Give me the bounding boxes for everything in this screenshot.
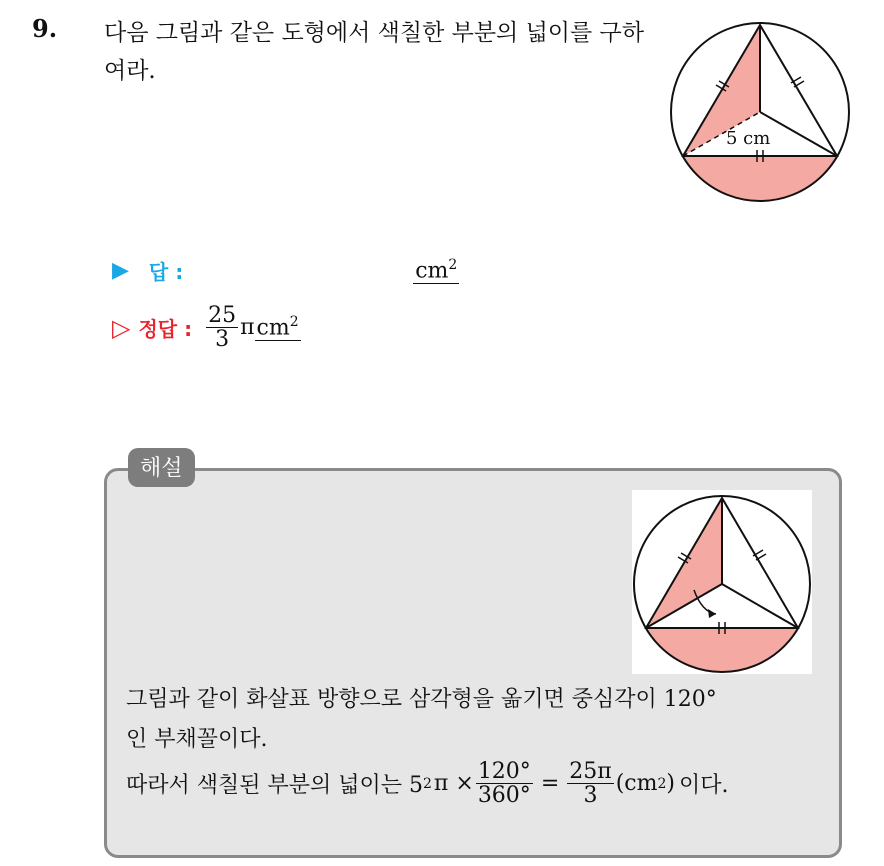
- solution-text: [126, 680, 826, 760]
- question-number: 9.: [32, 14, 58, 43]
- solution-line-2: 인 부채꼴이다.: [126, 727, 268, 752]
- solution-tag: 해설: [128, 448, 195, 487]
- correct-pi: π: [240, 315, 255, 341]
- correct-answer-row: [112, 304, 301, 351]
- radius-label: 5 cm: [726, 128, 771, 149]
- answer-label: 답 :: [148, 260, 184, 284]
- solution-figure: [632, 490, 812, 674]
- correct-fraction: $\frac{25}{3}$: [208, 303, 237, 353]
- answer-marker-icon: ▶: [112, 258, 129, 283]
- correct-unit: $cm^2$: [256, 313, 299, 341]
- correct-label: 정답 :: [138, 317, 193, 342]
- answer-unit: $cm^2$: [415, 256, 458, 284]
- solution-fraction-1: $\frac{120^\circ}{360^\circ}$: [477, 759, 531, 809]
- solution-line-3: 따라서 색칠된 부분의 넓이는 5 2 π × $\frac{120^\circ}{360^\circ}$ = $\frac{25\pi}{3}$ (cm 2 ) 이다.: [126, 759, 729, 809]
- solution-fraction-2: $\frac{25\pi}{3}$: [569, 759, 612, 809]
- question-figure: [668, 14, 856, 204]
- question-text: 다음 그림과 같은 도형에서 색칠한 부분의 넓이를 구하여라.: [104, 20, 644, 84]
- correct-marker-icon: ▷: [112, 313, 131, 342]
- shaded-segment: [683, 156, 837, 200]
- solution-shaded-segment: [646, 628, 798, 672]
- figure-circle: [671, 23, 849, 201]
- answer-row: [112, 256, 459, 285]
- solution-line-1: 그림과 같이 화살표 방향으로 삼각형을 옮기면 중심각이 120°: [126, 687, 717, 712]
